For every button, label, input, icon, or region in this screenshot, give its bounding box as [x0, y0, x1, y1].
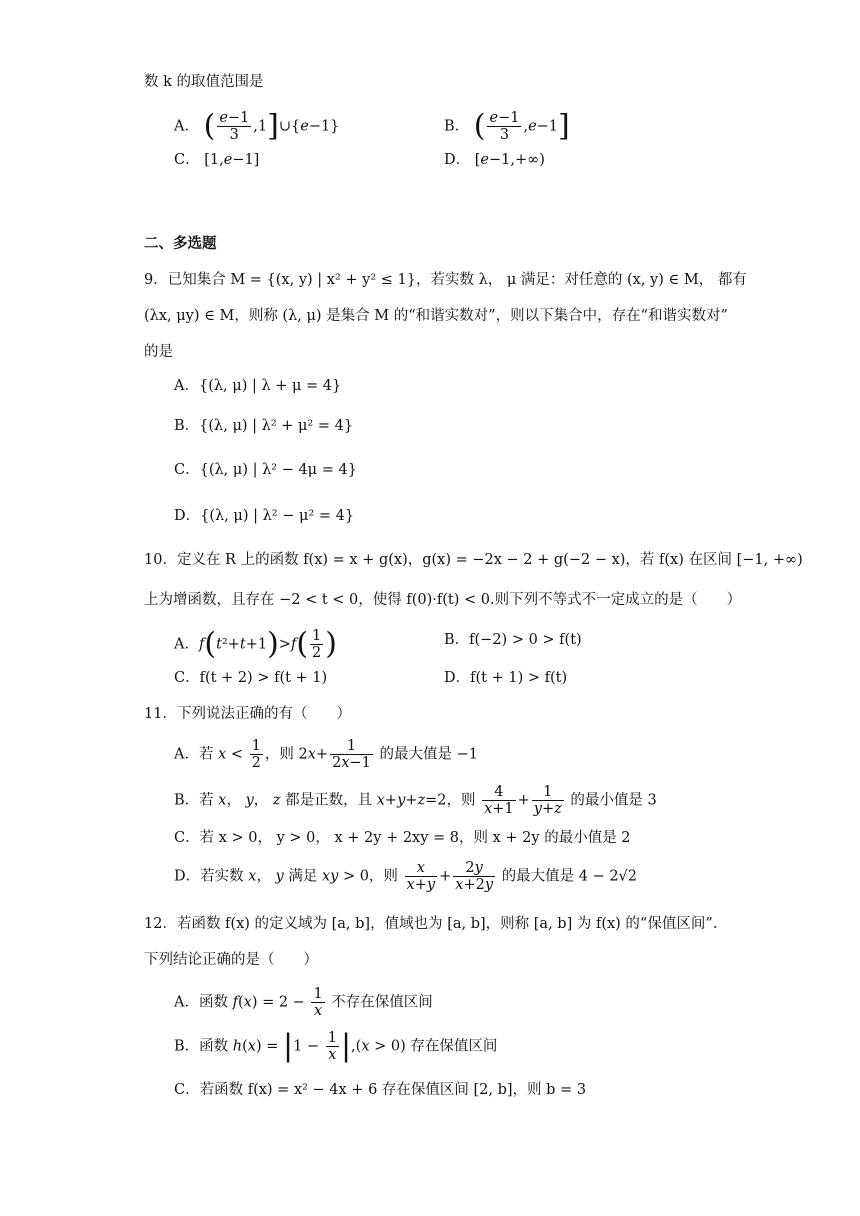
q9-option-a: [174, 376, 341, 396]
option-text: f(t + 2) > f(t + 1): [199, 670, 328, 686]
q10-option-d: [444, 668, 567, 688]
q10-option-b: [444, 630, 582, 650]
option-text: {(λ, μ) | λ² − 4μ = 4}: [199, 462, 357, 478]
option-label: A．: [174, 994, 199, 1011]
prev-option-b: B． ( $\frac{e-1}{3}$ ,e−1]: [444, 108, 570, 144]
q12-option-c: [174, 1080, 586, 1100]
section-title: 二、多选题: [144, 236, 217, 252]
option-text: 若 x > 0， y > 0， x + 2y + 2xy = 8，则 x + 2y 的最小值是 2: [199, 830, 631, 846]
option-label: B．: [444, 118, 470, 135]
q9-stem-line1: 9．已知集合 M = {(x, y) | x² + y² ≤ 1}，若实数 λ， μ 满足：对任意的 (x, y) ∈ M， 都有: [144, 272, 747, 288]
option-label: B．: [174, 792, 200, 809]
option-text: f(t + 1) > f(t): [470, 670, 568, 686]
option-text: {(λ, μ) | λ + μ = 4}: [198, 378, 342, 394]
option-text: 若函数 f(x) = x² − 4x + 6 存在保值区间 [2, b]，则 b = 3: [199, 1082, 587, 1098]
q12-option-b: B．函数 h(x) = |1 − $\frac{1}{x}$ |,(x > 0) 存在保值区间: [174, 1028, 498, 1064]
q11-option-a: A．若 x < $\frac{1}{2}$ ，则 2x+ $\frac{1}{2x-1}$ 的最大值是 −1: [174, 738, 478, 771]
option-label: D．: [444, 670, 471, 686]
q11-stem: 11．下列说法正确的有（ ）: [144, 706, 351, 722]
q9-option-c: [174, 460, 357, 480]
q9-option-d: [174, 506, 354, 526]
option-label: C．: [174, 462, 200, 478]
q10-option-a: A．f(t²+t+1)>f( $\frac{1}{2}$ ): [174, 626, 337, 662]
option-label: D．: [174, 508, 201, 524]
option-label: A．: [174, 378, 199, 394]
option-label: A．: [174, 746, 199, 763]
option-text: {(λ, μ) | λ² + μ² = 4}: [199, 418, 354, 434]
option-label: C．: [174, 1082, 200, 1098]
option-label: C．: [174, 152, 200, 168]
option-label: B．: [174, 1038, 200, 1055]
q12-stem-line1: 12．若函数 f(x) 的定义域为 [a, b]，值域也为 [a, b]，则称 [a, b] 为 f(x) 的“保值区间”.: [144, 916, 718, 932]
q10-stem-line2: 上为增函数，且存在 −2 < t < 0，使得 f(0)·f(t) < 0.则下列不等式不一定成立的是（ ）: [144, 592, 742, 608]
option-label: C．: [174, 830, 200, 846]
q10-option-c: [174, 668, 327, 688]
q11-option-d: D．若实数 x， y 满足 xy > 0，则 $\frac{x}{x+y}$ + $\frac{2y}{x+2y}$ 的最大值是 4 − 2√2: [174, 860, 638, 893]
prev-option-c: C． [1,e−1]: [174, 152, 260, 168]
option-text: {(λ, μ) | λ² − μ² = 4}: [200, 508, 355, 524]
q9-stem-line2: (λx, μy) ∈ M，则称 (λ, μ) 是集合 M 的“和谐实数对”，则以下集合中，存在“和谐实数对”: [144, 308, 728, 324]
option-label: A．: [174, 636, 199, 653]
option-label: D．: [174, 868, 201, 885]
q12-stem-line2: 下列结论正确的是（ ）: [144, 952, 318, 968]
option-label: B．: [444, 632, 470, 648]
question-tail: 数 k 的取值范围是: [144, 74, 264, 90]
prev-option-d: D． [e−1,+∞): [444, 152, 545, 168]
option-text: f(−2) > 0 > f(t): [469, 632, 582, 648]
q11-option-c: [174, 828, 631, 848]
option-label: C．: [174, 670, 200, 686]
q11-option-b: B．若 x， y， z 都是正数，且 x+y+z=2，则 $\frac{4}{x+1}$ + $\frac{1}{y+z}$ 的最小值是 3: [174, 784, 657, 817]
prev-option-a: A． ( $\frac{e-1}{3}$ ,1]∪{e−1}: [174, 108, 340, 144]
q12-option-a: A．函数 f(x) = 2 − $\frac{1}{x}$ 不存在保值区间: [174, 986, 433, 1019]
q9-option-b: [174, 416, 353, 436]
option-label: A．: [174, 118, 199, 135]
option-label: D．: [444, 152, 471, 168]
option-label: B．: [174, 418, 200, 434]
q9-stem-line3: 的是: [144, 344, 173, 360]
q10-stem-line1: 10．定义在 R 上的函数 f(x) = x + g(x)，g(x) = −2x − 2 + g(−2 − x)，若 f(x) 在区间 [−1, +∞): [144, 552, 803, 568]
